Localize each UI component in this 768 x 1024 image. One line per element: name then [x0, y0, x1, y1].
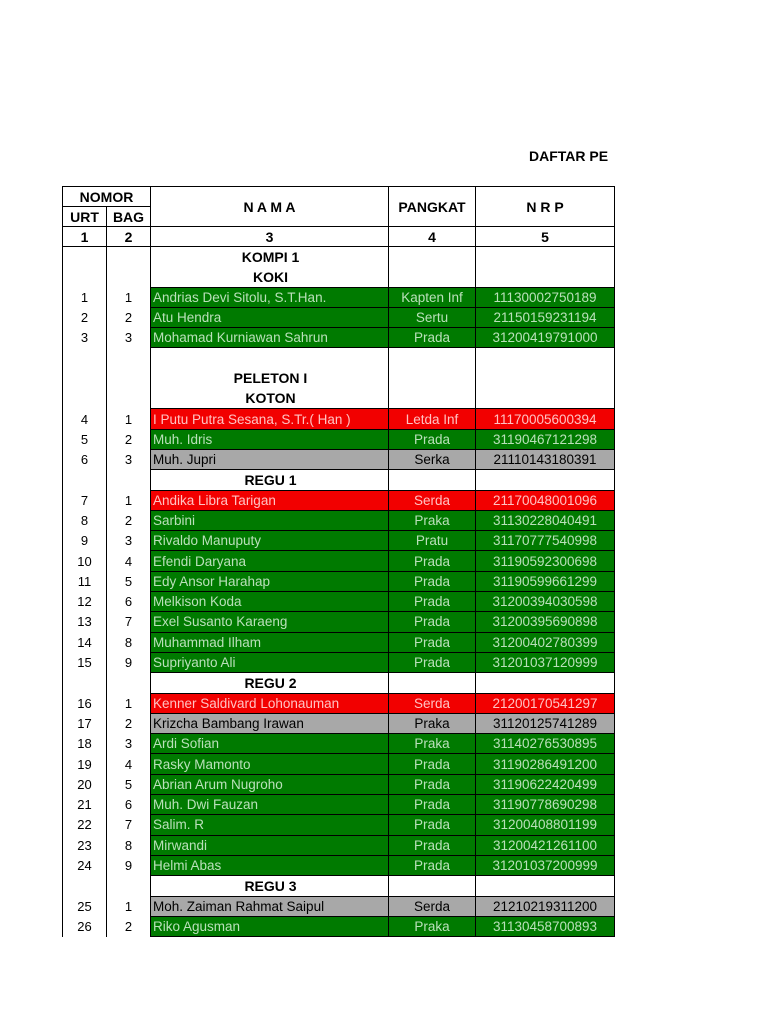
header-nomor: NOMOR [63, 187, 151, 207]
urt-cell [63, 876, 107, 896]
nrp-cell: 21170048001096 [476, 490, 615, 510]
bag-cell: 2 [107, 916, 151, 936]
section-title: PELETON I [151, 368, 389, 388]
nama-cell: Andrias Devi Sitolu, S.T.Han. [151, 287, 389, 307]
pangkat-cell: Pratu [389, 531, 476, 551]
table-row [63, 490, 615, 510]
pangkat-cell [389, 247, 476, 267]
table-row [63, 835, 615, 855]
pangkat-cell: Prada [389, 754, 476, 774]
nama-cell: Krizcha Bambang Irawan [151, 713, 389, 733]
bag-cell [107, 389, 151, 409]
nrp-cell [476, 673, 615, 693]
section-row [63, 876, 615, 896]
bag-cell: 2 [107, 510, 151, 530]
nama-cell: Moh. Zaiman Rahmat Saipul [151, 896, 389, 916]
pangkat-cell: Prada [389, 632, 476, 652]
bag-cell: 3 [107, 734, 151, 754]
bag-cell: 6 [107, 795, 151, 815]
nama-cell: Helmi Abas [151, 855, 389, 875]
pangkat-cell [389, 673, 476, 693]
header-bag: BAG [107, 207, 151, 227]
urt-cell: 7 [63, 490, 107, 510]
header-nrp: N R P [476, 187, 615, 227]
nrp-cell [476, 348, 615, 368]
table-row [63, 409, 615, 429]
urt-cell [63, 247, 107, 267]
pangkat-cell [389, 470, 476, 490]
bag-cell [107, 267, 151, 287]
table-row [63, 449, 615, 469]
urt-cell: 5 [63, 429, 107, 449]
nrp-cell: 21150159231194 [476, 307, 615, 327]
pangkat-cell: Praka [389, 734, 476, 754]
nrp-cell [476, 389, 615, 409]
nrp-cell [476, 247, 615, 267]
table-row [63, 429, 615, 449]
personnel-table [62, 186, 615, 937]
bag-cell [107, 368, 151, 388]
bag-cell: 7 [107, 612, 151, 632]
bag-cell: 9 [107, 855, 151, 875]
urt-cell: 6 [63, 449, 107, 469]
nrp-cell: 31170777540998 [476, 531, 615, 551]
bag-cell: 1 [107, 693, 151, 713]
table-row [63, 328, 615, 348]
nama-cell: Melkison Koda [151, 592, 389, 612]
urt-cell: 4 [63, 409, 107, 429]
nama-cell: Muh. Dwi Fauzan [151, 795, 389, 815]
urt-cell: 2 [63, 307, 107, 327]
bag-cell: 2 [107, 307, 151, 327]
urt-cell: 16 [63, 693, 107, 713]
header-row-1 [63, 187, 615, 207]
bag-cell: 2 [107, 713, 151, 733]
urt-cell: 13 [63, 612, 107, 632]
nrp-cell: 31190599661299 [476, 571, 615, 591]
nama-cell: Salim. R [151, 815, 389, 835]
nrp-cell: 31190286491200 [476, 754, 615, 774]
urt-cell: 1 [63, 287, 107, 307]
section-title [151, 348, 389, 368]
table-row [63, 571, 615, 591]
pangkat-cell [389, 267, 476, 287]
section-title: REGU 3 [151, 876, 389, 896]
pangkat-cell: Prada [389, 835, 476, 855]
bag-cell: 1 [107, 896, 151, 916]
section-title: KOMPI 1 [151, 247, 389, 267]
bag-cell: 4 [107, 551, 151, 571]
pangkat-cell: Prada [389, 652, 476, 672]
pangkat-cell: Prada [389, 571, 476, 591]
pangkat-cell: Letda Inf [389, 409, 476, 429]
nrp-cell: 11170005600394 [476, 409, 615, 429]
nama-cell: Abrian Arum Nugroho [151, 774, 389, 794]
nrp-cell: 31190778690298 [476, 795, 615, 815]
nrp-cell: 21210219311200 [476, 896, 615, 916]
pangkat-cell: Prada [389, 328, 476, 348]
urt-cell: 9 [63, 531, 107, 551]
bag-cell: 3 [107, 531, 151, 551]
section-title: KOTON [151, 389, 389, 409]
nama-cell: I Putu Putra Sesana, S.Tr.( Han ) [151, 409, 389, 429]
urt-cell: 14 [63, 632, 107, 652]
header-row-3 [63, 227, 615, 247]
nama-cell: Muhammad Ilham [151, 632, 389, 652]
pangkat-cell: Serka [389, 449, 476, 469]
nrp-cell: 31200421261100 [476, 835, 615, 855]
section-row [63, 470, 615, 490]
section-row [63, 348, 615, 368]
bag-cell: 1 [107, 490, 151, 510]
nrp-cell: 31200394030598 [476, 592, 615, 612]
bag-cell: 2 [107, 429, 151, 449]
nrp-cell [476, 368, 615, 388]
urt-cell: 20 [63, 774, 107, 794]
table-row [63, 734, 615, 754]
bag-cell: 3 [107, 449, 151, 469]
nrp-cell: 31190622420499 [476, 774, 615, 794]
table-row [63, 652, 615, 672]
bag-cell: 9 [107, 652, 151, 672]
table-row [63, 592, 615, 612]
urt-cell: 8 [63, 510, 107, 530]
bag-cell: 1 [107, 287, 151, 307]
nrp-cell: 31130458700893 [476, 916, 615, 936]
pangkat-cell: Prada [389, 815, 476, 835]
nama-cell: Supriyanto Ali [151, 652, 389, 672]
table-row [63, 896, 615, 916]
header-num-2: 2 [107, 227, 151, 247]
pangkat-cell: Prada [389, 612, 476, 632]
urt-cell: 18 [63, 734, 107, 754]
pangkat-cell: Prada [389, 551, 476, 571]
urt-cell [63, 389, 107, 409]
urt-cell [63, 348, 107, 368]
table-row [63, 754, 615, 774]
urt-cell: 21 [63, 795, 107, 815]
pangkat-cell: Kapten Inf [389, 287, 476, 307]
urt-cell: 3 [63, 328, 107, 348]
pangkat-cell: Prada [389, 429, 476, 449]
nama-cell: Ardi Sofian [151, 734, 389, 754]
pangkat-cell: Sertu [389, 307, 476, 327]
urt-cell [63, 673, 107, 693]
urt-cell: 15 [63, 652, 107, 672]
bag-cell [107, 673, 151, 693]
urt-cell: 17 [63, 713, 107, 733]
table-row [63, 916, 615, 936]
nrp-cell: 31130228040491 [476, 510, 615, 530]
nrp-cell: 11130002750189 [476, 287, 615, 307]
table-row [63, 632, 615, 652]
bag-cell [107, 247, 151, 267]
pangkat-cell: Praka [389, 510, 476, 530]
nama-cell: Exel Susanto Karaeng [151, 612, 389, 632]
bag-cell: 5 [107, 571, 151, 591]
pangkat-cell: Prada [389, 795, 476, 815]
pangkat-cell: Serda [389, 896, 476, 916]
bag-cell [107, 470, 151, 490]
urt-cell: 19 [63, 754, 107, 774]
nama-cell: Rivaldo Manuputy [151, 531, 389, 551]
nrp-cell [476, 470, 615, 490]
table-row [63, 693, 615, 713]
header-urt: URT [63, 207, 107, 227]
pangkat-cell [389, 876, 476, 896]
nama-cell: Muh. Idris [151, 429, 389, 449]
bag-cell [107, 876, 151, 896]
nrp-cell: 31200408801199 [476, 815, 615, 835]
urt-cell: 11 [63, 571, 107, 591]
section-row [63, 247, 615, 267]
pangkat-cell: Prada [389, 855, 476, 875]
nrp-cell: 31120125741289 [476, 713, 615, 733]
nrp-cell: 21200170541297 [476, 693, 615, 713]
bag-cell [107, 348, 151, 368]
urt-cell: 22 [63, 815, 107, 835]
table-row [63, 774, 615, 794]
nrp-cell: 31140276530895 [476, 734, 615, 754]
nama-cell: Mohamad Kurniawan Sahrun [151, 328, 389, 348]
bag-cell: 1 [107, 409, 151, 429]
header-num-5: 5 [476, 227, 615, 247]
table-row [63, 307, 615, 327]
section-row [63, 267, 615, 287]
table-row [63, 287, 615, 307]
table-row [63, 815, 615, 835]
nrp-cell: 31201037200999 [476, 855, 615, 875]
pangkat-cell [389, 348, 476, 368]
bag-cell: 5 [107, 774, 151, 794]
section-title: REGU 1 [151, 470, 389, 490]
document-title: DAFTAR PE [529, 148, 609, 164]
urt-cell [63, 267, 107, 287]
pangkat-cell [389, 368, 476, 388]
section-title: KOKI [151, 267, 389, 287]
table-row [63, 551, 615, 571]
nama-cell: Kenner Saldivard Lohonauman [151, 693, 389, 713]
pangkat-cell [389, 389, 476, 409]
pangkat-cell: Serda [389, 490, 476, 510]
table-row [63, 855, 615, 875]
nama-cell: Edy Ansor Harahap [151, 571, 389, 591]
urt-cell [63, 470, 107, 490]
nrp-cell: 31200419791000 [476, 328, 615, 348]
bag-cell: 7 [107, 815, 151, 835]
section-row [63, 368, 615, 388]
section-row [63, 673, 615, 693]
nrp-cell: 31200402780399 [476, 632, 615, 652]
pangkat-cell: Prada [389, 774, 476, 794]
nama-cell: Andika Libra Tarigan [151, 490, 389, 510]
nama-cell: Mirwandi [151, 835, 389, 855]
nrp-cell: 31190467121298 [476, 429, 615, 449]
table-row [63, 510, 615, 530]
table-row [63, 531, 615, 551]
table-row [63, 795, 615, 815]
bag-cell: 3 [107, 328, 151, 348]
nama-cell: Sarbini [151, 510, 389, 530]
bag-cell: 8 [107, 632, 151, 652]
urt-cell: 12 [63, 592, 107, 612]
header-num-1: 1 [63, 227, 107, 247]
section-row [63, 389, 615, 409]
urt-cell: 26 [63, 916, 107, 936]
table-row [63, 612, 615, 632]
nama-cell: Rasky Mamonto [151, 754, 389, 774]
urt-cell: 25 [63, 896, 107, 916]
nrp-cell [476, 267, 615, 287]
bag-cell: 8 [107, 835, 151, 855]
nrp-cell [476, 876, 615, 896]
urt-cell [63, 368, 107, 388]
nrp-cell: 31200395690898 [476, 612, 615, 632]
bag-cell: 4 [107, 754, 151, 774]
urt-cell: 23 [63, 835, 107, 855]
pangkat-cell: Praka [389, 916, 476, 936]
urt-cell: 24 [63, 855, 107, 875]
header-nama: N A M A [151, 187, 389, 227]
nama-cell: Muh. Jupri [151, 449, 389, 469]
pangkat-cell: Praka [389, 713, 476, 733]
nama-cell: Riko Agusman [151, 916, 389, 936]
table-row [63, 713, 615, 733]
urt-cell: 10 [63, 551, 107, 571]
header-num-3: 3 [151, 227, 389, 247]
nama-cell: Atu Hendra [151, 307, 389, 327]
header-num-4: 4 [389, 227, 476, 247]
nama-cell: Efendi Daryana [151, 551, 389, 571]
bag-cell: 6 [107, 592, 151, 612]
nrp-cell: 31201037120999 [476, 652, 615, 672]
pangkat-cell: Prada [389, 592, 476, 612]
nrp-cell: 21110143180391 [476, 449, 615, 469]
nrp-cell: 31190592300698 [476, 551, 615, 571]
pangkat-cell: Serda [389, 693, 476, 713]
section-title: REGU 2 [151, 673, 389, 693]
header-pangkat: PANGKAT [389, 187, 476, 227]
